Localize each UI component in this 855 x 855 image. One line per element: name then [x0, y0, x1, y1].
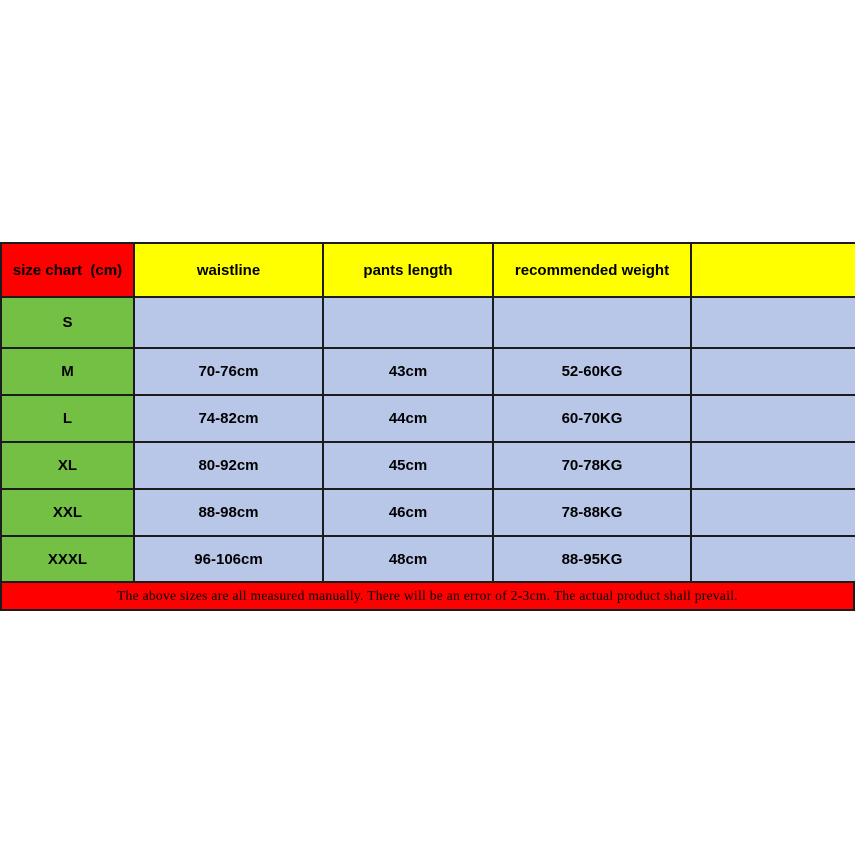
size-chart-sheet — [0, 242, 855, 611]
extra-cell — [691, 442, 855, 489]
header-waistline: waistline — [134, 243, 323, 297]
waistline-cell: 80-92cm — [134, 442, 323, 489]
waistline-cell — [134, 297, 323, 348]
weight-cell: 60-70KG — [493, 395, 691, 442]
header-size-chart: size chart (cm) — [1, 243, 134, 297]
weight-cell — [493, 297, 691, 348]
header-row — [1, 243, 855, 297]
table-row-xxxl — [1, 536, 855, 582]
weight-cell: 52-60KG — [493, 348, 691, 395]
header-recommended-weight: recommended weight — [493, 243, 691, 297]
size-cell: XL — [1, 442, 134, 489]
pants-length-cell: 46cm — [323, 489, 493, 536]
weight-cell: 70-78KG — [493, 442, 691, 489]
pants-length-cell: 44cm — [323, 395, 493, 442]
weight-cell: 88-95KG — [493, 536, 691, 582]
table-row-xxl — [1, 489, 855, 536]
footer-disclaimer: The above sizes are all measured manually. There will be an error of 2-3cm. The actual product shall prevail. — [0, 581, 855, 611]
size-cell: S — [1, 297, 134, 348]
waistline-cell: 70-76cm — [134, 348, 323, 395]
header-pants-length: pants length — [323, 243, 493, 297]
pants-length-cell — [323, 297, 493, 348]
extra-cell — [691, 395, 855, 442]
waistline-cell: 88-98cm — [134, 489, 323, 536]
table-row-m — [1, 348, 855, 395]
extra-cell — [691, 489, 855, 536]
waistline-cell: 74-82cm — [134, 395, 323, 442]
size-cell: M — [1, 348, 134, 395]
waistline-cell: 96-106cm — [134, 536, 323, 582]
size-chart-table — [0, 242, 855, 583]
table-row-l — [1, 395, 855, 442]
extra-cell — [691, 536, 855, 582]
header-empty — [691, 243, 855, 297]
weight-cell: 78-88KG — [493, 489, 691, 536]
size-cell: XXXL — [1, 536, 134, 582]
extra-cell — [691, 348, 855, 395]
pants-length-cell: 48cm — [323, 536, 493, 582]
pants-length-cell: 43cm — [323, 348, 493, 395]
extra-cell — [691, 297, 855, 348]
size-cell: XXL — [1, 489, 134, 536]
pants-length-cell: 45cm — [323, 442, 493, 489]
size-cell: L — [1, 395, 134, 442]
table-row-xl — [1, 442, 855, 489]
table-row-s — [1, 297, 855, 348]
